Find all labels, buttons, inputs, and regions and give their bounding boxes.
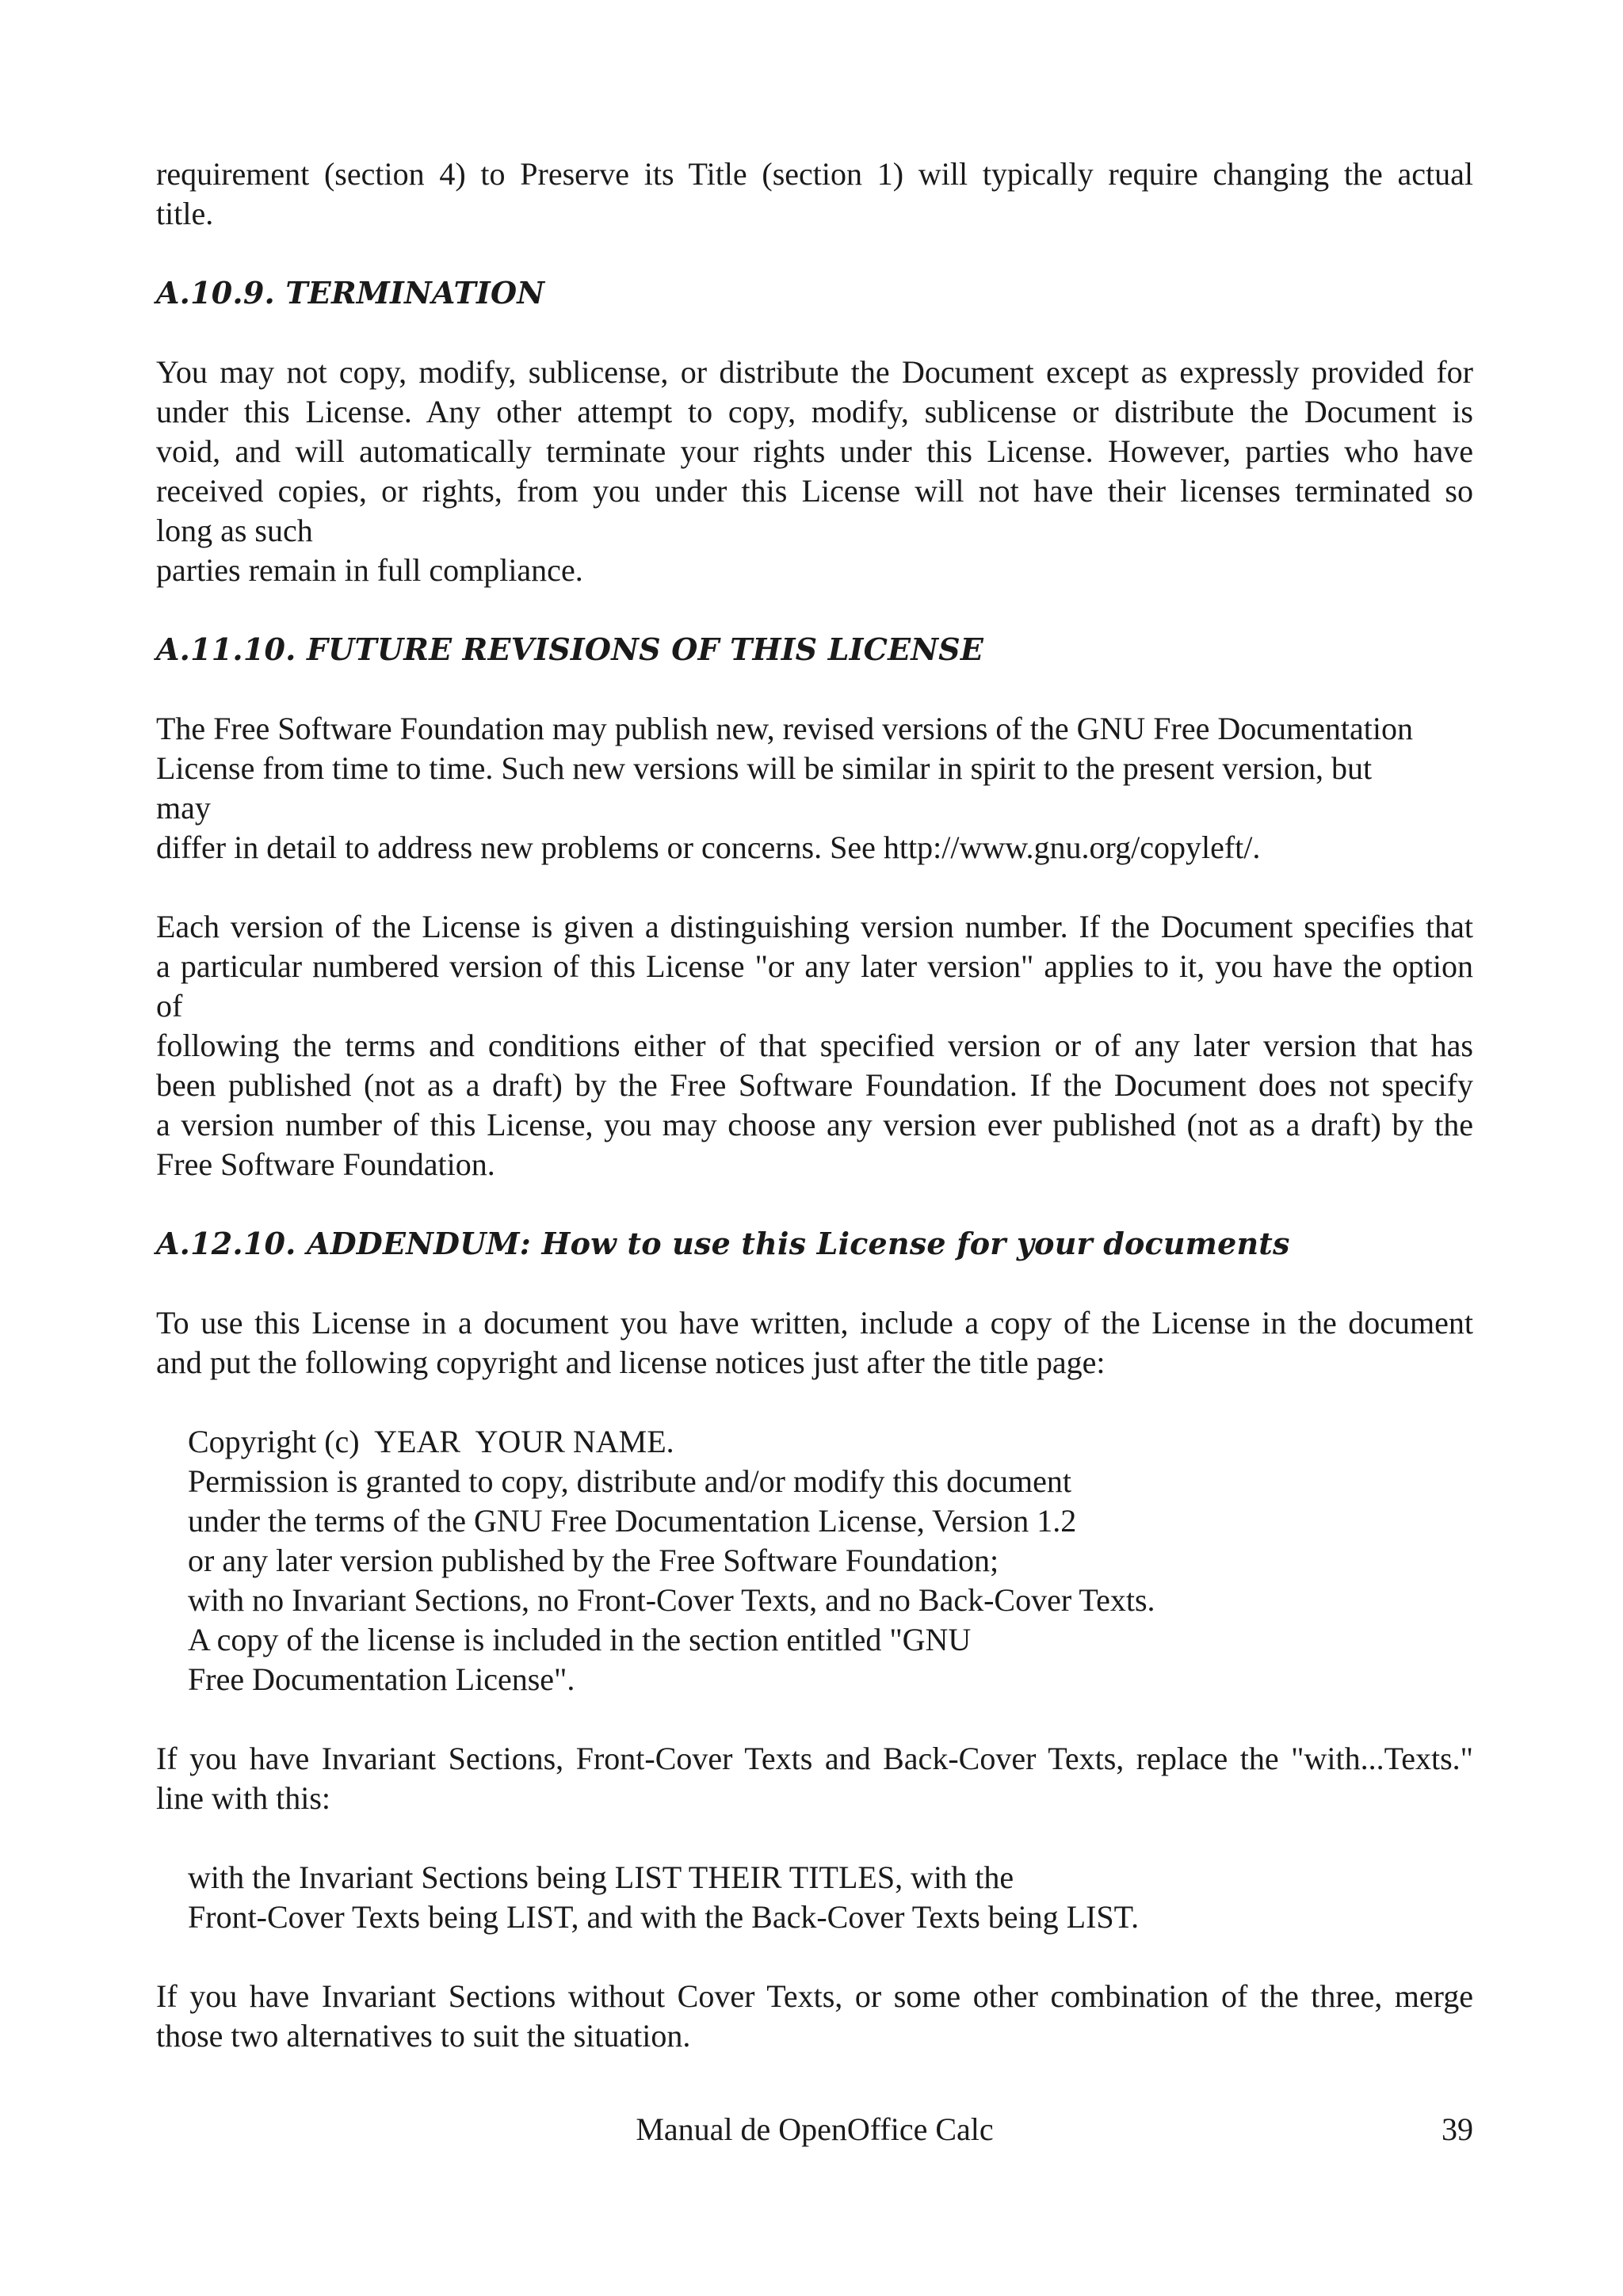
text-line: License from time to time. Such new versions will be similar in spirit to the present version, but: [156, 750, 1373, 786]
text-line: If you have Invariant Sections, Front-Cover Texts and Back-Cover Texts, replace the "with...Texts.": [156, 1741, 1473, 1776]
text-line: a version number of this License, you may choose any version ever published (not as a draft) by the: [156, 1107, 1473, 1142]
text-line: If you have Invariant Sections without Cover Texts, or some other combination of the three, merge: [156, 1978, 1473, 2014]
text-line: parties remain in full compliance.: [156, 552, 583, 588]
notice-line: Copyright (c) YEAR YOUR NAME.: [188, 1424, 674, 1459]
replacement-text-block: [156, 1858, 1473, 1937]
text-line: a particular numbered version of this License "or any later version" applies to it, you have the option: [156, 948, 1473, 984]
notice-line: under the terms of the GNU Free Documentation License, Version 1.2: [188, 1503, 1077, 1539]
section-heading-future-revisions: A.11.10. FUTURE REVISIONS OF THIS LICENSE: [156, 631, 983, 667]
text-line: You may not copy, modify, sublicense, or distribute the Document except as expressly provided for: [156, 354, 1473, 390]
text-line: Free Software Foundation.: [156, 1146, 495, 1182]
notice-line: Free Documentation License".: [188, 1661, 575, 1697]
text-line: and put the following copyright and license notices just after the title page:: [156, 1344, 1106, 1380]
text-line: received copies, or rights, from you under this License will not have their licenses terminated so: [156, 473, 1473, 509]
section-heading-termination: A.10.9. TERMINATION: [156, 275, 545, 311]
text-line: may: [156, 790, 211, 826]
section-heading-addendum: A.12.10. ADDENDUM: How to use this License for your documents: [156, 1226, 1290, 1261]
copyright-notice-block: [156, 1422, 1473, 1699]
text-line: those two alternatives to suit the situation.: [156, 2018, 691, 2054]
page-footer: [156, 2110, 1473, 2149]
future-revisions-paragraph-1: [156, 709, 1473, 868]
text-line: void, and will automatically terminate your rights under this License. However, parties who have: [156, 433, 1473, 469]
addendum-paragraph-3: [156, 1977, 1473, 2056]
text-line: To use this License in a document you have written, include a copy of the License in the document: [156, 1305, 1473, 1341]
addendum-paragraph-1: [156, 1303, 1473, 1383]
notice-line: or any later version published by the Free Software Foundation;: [188, 1543, 999, 1578]
text-line: under this License. Any other attempt to copy, modify, sublicense or distribute the Document is: [156, 394, 1473, 429]
text-line: been published (not as a draft) by the Free Software Foundation. If the Document does not specify: [156, 1067, 1473, 1103]
page-content: [156, 154, 1473, 2096]
text-line: differ in detail to address new problems or concerns. See http://www.gnu.org/copyleft/.: [156, 830, 1261, 865]
text-line: following the terms and conditions either of that specified version or of any later version that has: [156, 1028, 1473, 1063]
text-line: The Free Software Foundation may publish new, revised versions of the GNU Free Documentation: [156, 711, 1413, 746]
replacement-line: Front-Cover Texts being LIST, and with the Back-Cover Texts being LIST.: [188, 1899, 1140, 1935]
termination-paragraph: [156, 353, 1473, 590]
text-line: long as such: [156, 513, 313, 548]
intro-paragraph: [156, 154, 1473, 234]
text-line: requirement (section 4) to Preserve its Title (section 1) will typically require changing the actual: [156, 156, 1473, 192]
text-line: Each version of the License is given a distinguishing version number. If the Document specifies that: [156, 909, 1473, 944]
addendum-paragraph-2: [156, 1739, 1473, 1818]
text-line: title.: [156, 196, 214, 231]
replacement-line: with the Invariant Sections being LIST THEIR TITLES, with the: [188, 1859, 1014, 1895]
text-line: line with this:: [156, 1780, 330, 1816]
notice-line: Permission is granted to copy, distribute and/or modify this document: [188, 1463, 1072, 1499]
future-revisions-paragraph-2: [156, 907, 1473, 1184]
footer-title: Manual de OpenOffice Calc: [636, 2111, 994, 2147]
page-number: 39: [1442, 2111, 1473, 2147]
notice-line: with no Invariant Sections, no Front-Cover Texts, and no Back-Cover Texts.: [188, 1582, 1155, 1618]
notice-line: A copy of the license is included in the section entitled "GNU: [188, 1622, 972, 1657]
text-line: of: [156, 988, 183, 1024]
